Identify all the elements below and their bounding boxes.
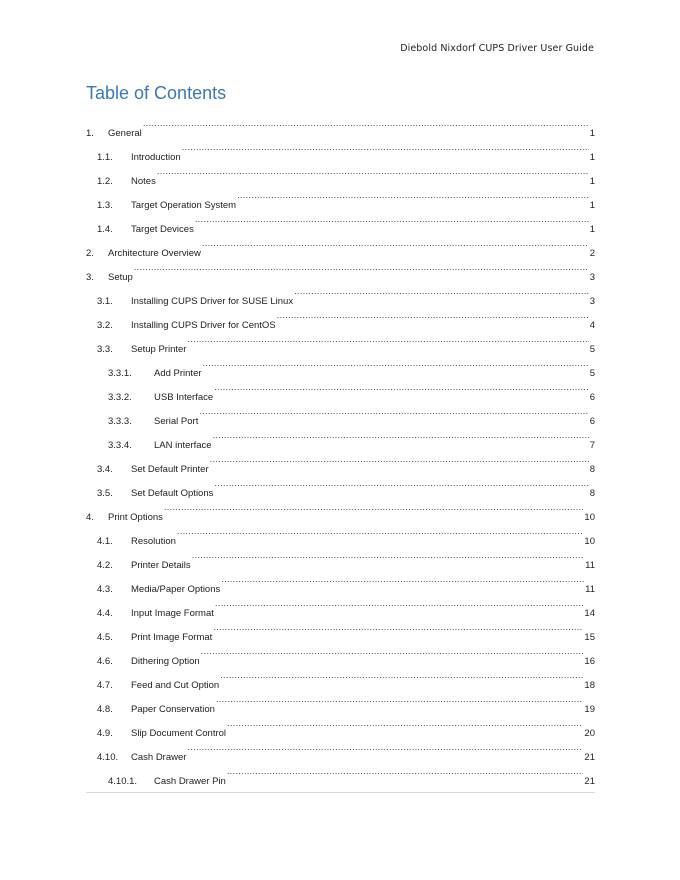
toc-entry-page[interactable]: 3 bbox=[589, 272, 595, 283]
toc-entry[interactable] bbox=[86, 280, 595, 307]
toc-entry-label[interactable]: Architecture Overview bbox=[108, 248, 201, 259]
toc-entry-page[interactable]: 18 bbox=[584, 680, 595, 691]
toc-entry-page[interactable]: 20 bbox=[584, 728, 595, 739]
toc-entry-leader bbox=[216, 688, 583, 712]
toc-entry-number: 4.2. bbox=[97, 560, 113, 571]
toc-entry-leader bbox=[201, 640, 584, 664]
toc-entry-page[interactable]: 1 bbox=[589, 152, 595, 163]
toc-entry-number: 4.4. bbox=[97, 608, 113, 619]
toc-entry-page[interactable]: 14 bbox=[584, 608, 595, 619]
toc-entry-page[interactable]: 16 bbox=[584, 656, 595, 667]
toc-entry-label[interactable]: Input Image Format bbox=[131, 608, 214, 619]
toc-entry-page[interactable]: 10 bbox=[584, 512, 595, 523]
toc-entry-leader bbox=[214, 376, 589, 400]
toc-entry-leader bbox=[294, 280, 589, 304]
toc-entry-page[interactable]: 1 bbox=[589, 128, 595, 139]
toc-entry-page[interactable]: 6 bbox=[589, 392, 595, 403]
toc-entry-number: 4.10.1. bbox=[108, 776, 138, 787]
toc-entry-page[interactable]: 19 bbox=[584, 704, 595, 715]
toc-entry-number: 3.5. bbox=[97, 488, 113, 499]
toc-entry-leader bbox=[220, 664, 583, 688]
toc-entry-number: 3.1. bbox=[97, 296, 113, 307]
toc-entry-page[interactable]: 21 bbox=[584, 776, 595, 787]
toc-entry-number: 4.5. bbox=[97, 632, 113, 643]
toc-entry-label[interactable]: Print Image Format bbox=[131, 632, 213, 643]
toc-entry-number: 4.3. bbox=[97, 584, 113, 595]
toc-entry-label[interactable]: Print Options bbox=[108, 512, 163, 523]
toc-entry-page[interactable]: 1 bbox=[589, 176, 595, 187]
toc-entry-page[interactable]: 11 bbox=[585, 560, 595, 571]
toc-entry-page[interactable]: 4 bbox=[589, 320, 595, 331]
toc-entry-leader bbox=[227, 712, 583, 736]
toc-entry-page[interactable]: 6 bbox=[589, 416, 595, 427]
toc-entry-page[interactable]: 3 bbox=[589, 296, 595, 307]
toc-entry[interactable] bbox=[86, 256, 595, 283]
toc-entry-number: 1.3. bbox=[97, 200, 113, 211]
toc-entry-label[interactable]: Notes bbox=[131, 176, 156, 187]
toc-entry-number: 3.2. bbox=[97, 320, 113, 331]
toc-entry-page[interactable]: 1 bbox=[589, 200, 595, 211]
toc-entry-page[interactable]: 5 bbox=[589, 368, 595, 379]
toc-entry-label[interactable]: Setup Printer bbox=[131, 344, 187, 355]
toc-entry-number: 4.10. bbox=[97, 752, 119, 763]
toc-entry-label[interactable]: Media/Paper Options bbox=[131, 584, 221, 595]
toc-entry-label[interactable]: Set Default Printer bbox=[131, 464, 209, 475]
toc-title: Table of Contents bbox=[86, 83, 227, 103]
toc-entry-label[interactable]: Serial Port bbox=[154, 416, 199, 427]
toc-entry-leader bbox=[214, 472, 588, 496]
footer-rule bbox=[86, 792, 595, 793]
toc-entry-number: 4.1. bbox=[97, 536, 113, 547]
toc-entry-leader bbox=[213, 616, 583, 640]
toc-entry-page[interactable]: 11 bbox=[585, 584, 595, 595]
toc-entry-leader bbox=[143, 112, 589, 136]
toc-entry-number: 1. bbox=[86, 128, 94, 139]
toc-list bbox=[86, 112, 595, 787]
toc-entry-leader bbox=[195, 208, 589, 232]
toc-entry-number: 3.3.3. bbox=[108, 416, 132, 427]
toc-entry-number: 3. bbox=[86, 272, 94, 283]
toc-entry-page[interactable]: 15 bbox=[584, 632, 595, 643]
toc-entry-leader bbox=[215, 592, 584, 616]
toc-entry-leader bbox=[177, 520, 584, 544]
toc-entry-label[interactable]: Cash Drawer bbox=[131, 752, 187, 763]
toc-entry-label[interactable]: General bbox=[108, 128, 142, 139]
toc-entry-label[interactable]: Dithering Option bbox=[131, 656, 200, 667]
toc-entry-number: 1.1. bbox=[97, 152, 113, 163]
toc-entry-label[interactable]: Feed and Cut Option bbox=[131, 680, 220, 691]
toc-entry-number: 3.3.2. bbox=[108, 392, 132, 403]
toc-entry-label[interactable]: Printer Details bbox=[131, 560, 191, 571]
toc-entry-label[interactable]: Add Printer bbox=[154, 368, 202, 379]
toc-entry-leader bbox=[203, 352, 589, 376]
toc-entry-label[interactable]: Setup bbox=[108, 272, 133, 283]
toc-entry-leader bbox=[277, 304, 589, 328]
page-header: Diebold Nixdorf CUPS Driver User Guide bbox=[400, 43, 594, 54]
toc-entry-label[interactable]: Target Devices bbox=[131, 224, 194, 235]
toc-entry-number: 3.4. bbox=[97, 464, 113, 475]
toc-entry-number: 2. bbox=[86, 248, 94, 259]
toc-entry-leader bbox=[202, 232, 589, 256]
toc-entry-label[interactable]: Resolution bbox=[131, 536, 176, 547]
toc-entry-page[interactable]: 2 bbox=[589, 248, 595, 259]
toc-entry-label[interactable]: Cash Drawer Pin bbox=[154, 776, 226, 787]
toc-entry-label[interactable]: Slip Document Control bbox=[131, 728, 227, 739]
toc-entry-page[interactable]: 21 bbox=[584, 752, 595, 763]
toc-entry[interactable] bbox=[86, 112, 595, 139]
toc-entry-label[interactable]: Introduction bbox=[131, 152, 181, 163]
toc-entry-leader bbox=[182, 136, 589, 160]
toc-entry-number: 4.9. bbox=[97, 728, 113, 739]
toc-entry[interactable] bbox=[86, 184, 595, 211]
toc-entry-leader bbox=[199, 400, 588, 424]
toc-entry[interactable] bbox=[86, 136, 595, 163]
toc-entry-leader bbox=[210, 448, 589, 472]
toc-entry-page[interactable]: 8 bbox=[589, 464, 595, 475]
toc-entry-leader bbox=[213, 424, 589, 448]
toc-entry-number: 4.7. bbox=[97, 680, 113, 691]
toc-entry-leader bbox=[187, 736, 583, 760]
toc-entry-page[interactable]: 5 bbox=[589, 344, 595, 355]
toc-entry-page[interactable]: 10 bbox=[584, 536, 595, 547]
toc-entry-leader bbox=[227, 760, 584, 784]
toc-entry-label[interactable]: Set Default Options bbox=[131, 488, 214, 499]
toc-entry-label[interactable]: Installing CUPS Driver for CentOS bbox=[131, 320, 276, 331]
toc-entry-leader bbox=[192, 544, 584, 568]
toc-entry-page[interactable]: 8 bbox=[589, 488, 595, 499]
toc-entry-number: 1.4. bbox=[97, 224, 113, 235]
toc-entry-leader bbox=[164, 496, 584, 520]
toc-entry-label[interactable]: Target Operation System bbox=[131, 200, 237, 211]
toc-entry-label[interactable]: USB Interface bbox=[154, 392, 214, 403]
toc-entry-leader bbox=[157, 160, 589, 184]
toc-entry-label[interactable]: LAN interface bbox=[154, 440, 212, 451]
toc-entry-leader bbox=[237, 184, 589, 208]
toc-entry-number: 1.2. bbox=[97, 176, 113, 187]
toc-entry-page[interactable]: 7 bbox=[589, 440, 595, 451]
toc-entry-number: 3.3.4. bbox=[108, 440, 132, 451]
toc-entry-number: 4. bbox=[86, 512, 94, 523]
toc-entry-number: 3.3.1. bbox=[108, 368, 132, 379]
toc-entry-number: 4.6. bbox=[97, 656, 113, 667]
toc-entry-leader bbox=[134, 256, 589, 280]
toc-entry-leader bbox=[221, 568, 584, 592]
toc-entry[interactable] bbox=[86, 160, 595, 187]
toc-entry-label[interactable]: Paper Conservation bbox=[131, 704, 215, 715]
toc-entry-number: 4.8. bbox=[97, 704, 113, 715]
toc-entry-number: 3.3. bbox=[97, 344, 113, 355]
toc-entry-page[interactable]: 1 bbox=[589, 224, 595, 235]
toc-entry-leader bbox=[187, 328, 588, 352]
toc-entry-label[interactable]: Installing CUPS Driver for SUSE Linux bbox=[131, 296, 294, 307]
